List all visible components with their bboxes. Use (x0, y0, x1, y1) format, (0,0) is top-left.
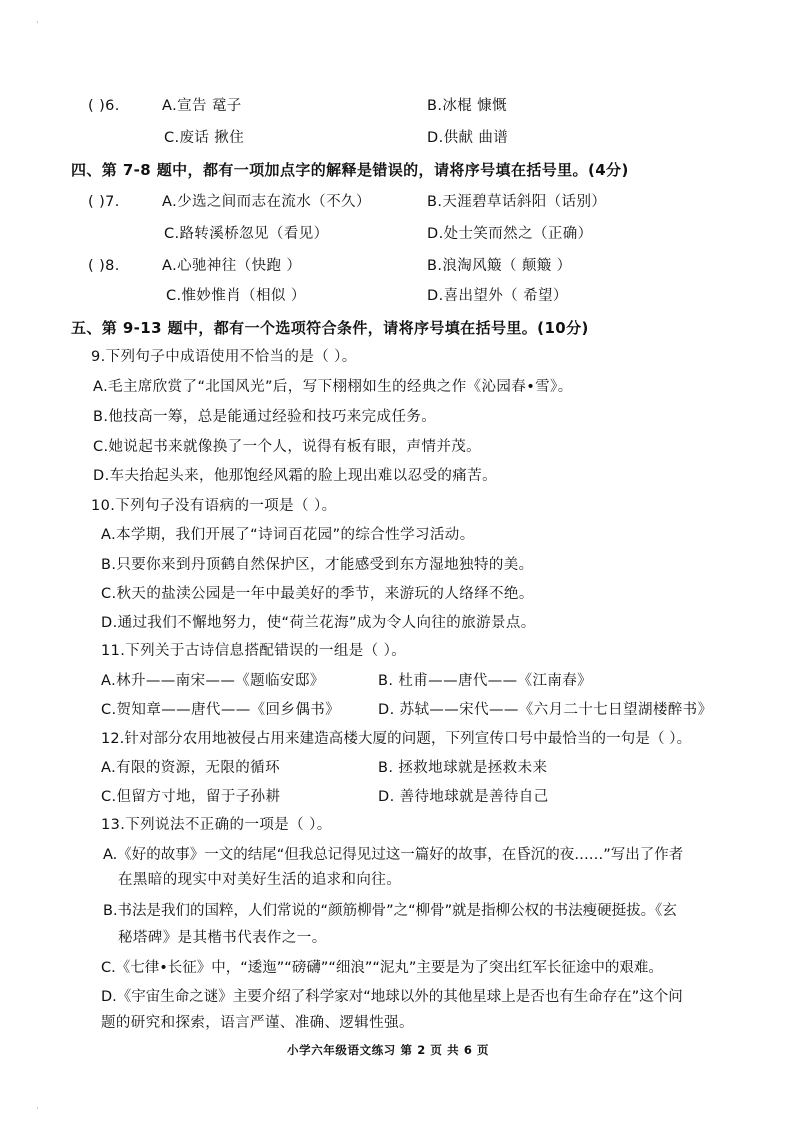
q6-option-b: B.冰棍 慷慨 (427, 98, 507, 114)
section-5-title: 五、第 9-13 题中，都有一个选项符合条件，请将序号填在括号里。(10分) (71, 319, 589, 337)
q13-option-d-line1: D.《宇宙生命之谜》主要介绍了科学家对“地球以外的其他星球上是否也有生命存在”这个问 (101, 989, 683, 1005)
q10-option-a: A.本学期，我们开展了“诗词百花园”的综合性学习活动。 (101, 527, 475, 543)
q6-option-a: A.宣告 鼋子 (162, 98, 242, 114)
q10-option-b: B.只要你来到丹顶鹤自然保护区，才能感受到东方湿地独特的美。 (101, 557, 534, 573)
scan-dot-top: · (36, 18, 39, 28)
q12-option-d: D. 善待地球就是善待自己 (378, 789, 549, 805)
q7-option-d: D.处士笑而然之（正确） (427, 226, 593, 242)
q7-option-b: B.天涯碧草话斜阳（话别） (427, 194, 607, 210)
page-footer: 小学六年级语文练习 第 2 页 共 6 页 (287, 1043, 490, 1057)
q8-bracket: ( )8. (88, 258, 120, 274)
q12-option-c: C.但留方寸地，留于子孙耕 (101, 789, 281, 805)
q11-stem: 11.下列关于古诗信息搭配错误的一组是（ ）。 (101, 643, 407, 659)
q7-option-c: C.路转溪桥忽见（看见） (164, 226, 329, 242)
scan-dot-bottom: · (36, 1104, 39, 1114)
q8-option-a: A.心驰神往（快跑 ） (162, 258, 302, 274)
q12-stem: 12.针对部分农用地被侵占用来建造高楼大厦的问题，下列宣传口号中最恰当的一句是（ ）。 (101, 731, 692, 747)
q11-option-a: A.林升——南宋——《题临安邸》 (101, 673, 325, 689)
q6-option-c: C.废话 揪住 (164, 130, 245, 146)
q6-bracket: ( )6. (88, 98, 120, 114)
q10-stem: 10.下列句子没有语病的一项是（ ）。 (91, 498, 337, 514)
q13-option-b-line2: 秘塔碑》是其楷书代表作之一。 (118, 930, 327, 946)
q7-bracket: ( )7. (88, 194, 120, 210)
q13-stem: 13.下列说法不正确的一项是（ ）。 (101, 817, 332, 833)
q12-option-a: A.有限的资源，无限的循环 (101, 760, 280, 776)
q7-option-a: A.少选之间而志在流水（不久） (162, 194, 371, 210)
q10-option-c: C.秋天的盐渎公园是一年中最美好的季节，来游玩的人络绎不绝。 (101, 586, 534, 602)
q9-stem: 9.下列句子中成语使用不恰当的是（ ）。 (91, 349, 357, 365)
q12-option-b: B. 拯救地球就是拯救未来 (378, 760, 548, 776)
q9-option-d: D.车夫抬起头来，他那饱经风霜的脸上现出难以忍受的痛苦。 (93, 468, 497, 484)
q13-option-c: C.《七律•长征》中，“逶迤”“磅礴”“细浪”“泥丸”主要是为了突出红军长征途中的艰难。 (101, 960, 663, 976)
q13-option-a-line2: 在黑暗的现实中对美好生活的追求和向往。 (118, 872, 402, 888)
q13-option-b-line1: B.书法是我们的国粹，人们常说的“颜筋柳骨”之“柳骨”就是指柳公权的书法瘦硬挺拔。《玄 (103, 903, 677, 919)
section-4-title: 四、第 7-8 题中，都有一项加点字的解释是错误的，请将序号填在括号里。(4分) (71, 161, 629, 179)
q8-option-d: D.喜出望外（ 希望） (427, 288, 568, 304)
q10-option-d: D.通过我们不懈地努力，使“荷兰花海”成为令人向往的旅游景点。 (101, 615, 536, 631)
q8-option-c: C.惟妙惟肖（相似 ） (166, 288, 306, 304)
q11-option-c: C.贺知章——唐代——《回乡偶书》 (101, 702, 341, 718)
q9-option-b: B.他技高一筹，总是能通过经验和技巧来完成任务。 (93, 409, 437, 425)
q13-option-d-line2: 题的研究和探索，语言严谨、准确、逻辑性强。 (101, 1015, 414, 1031)
q8-option-b: B.浪淘风簸（ 颠簸 ） (427, 258, 572, 274)
q11-option-d: D. 苏轼——宋代——《六月二十七日望湖楼醉书》 (378, 702, 713, 718)
q13-option-a-line1: A.《好的故事》一文的结尾“但我总记得见过这一篇好的故事，在昏沉的夜……”写出了作者 (103, 847, 684, 863)
q6-option-d: D.供献 曲谱 (427, 130, 509, 146)
q9-option-a: A.毛主席欣赏了“北国风光”后，写下栩栩如生的经典之作《沁园春•雪》。 (93, 379, 573, 395)
q11-option-b: B. 杜甫——唐代——《江南春》 (378, 673, 593, 689)
q9-option-c: C.她说起书来就像换了一个人，说得有板有眼，声情并茂。 (93, 439, 482, 455)
